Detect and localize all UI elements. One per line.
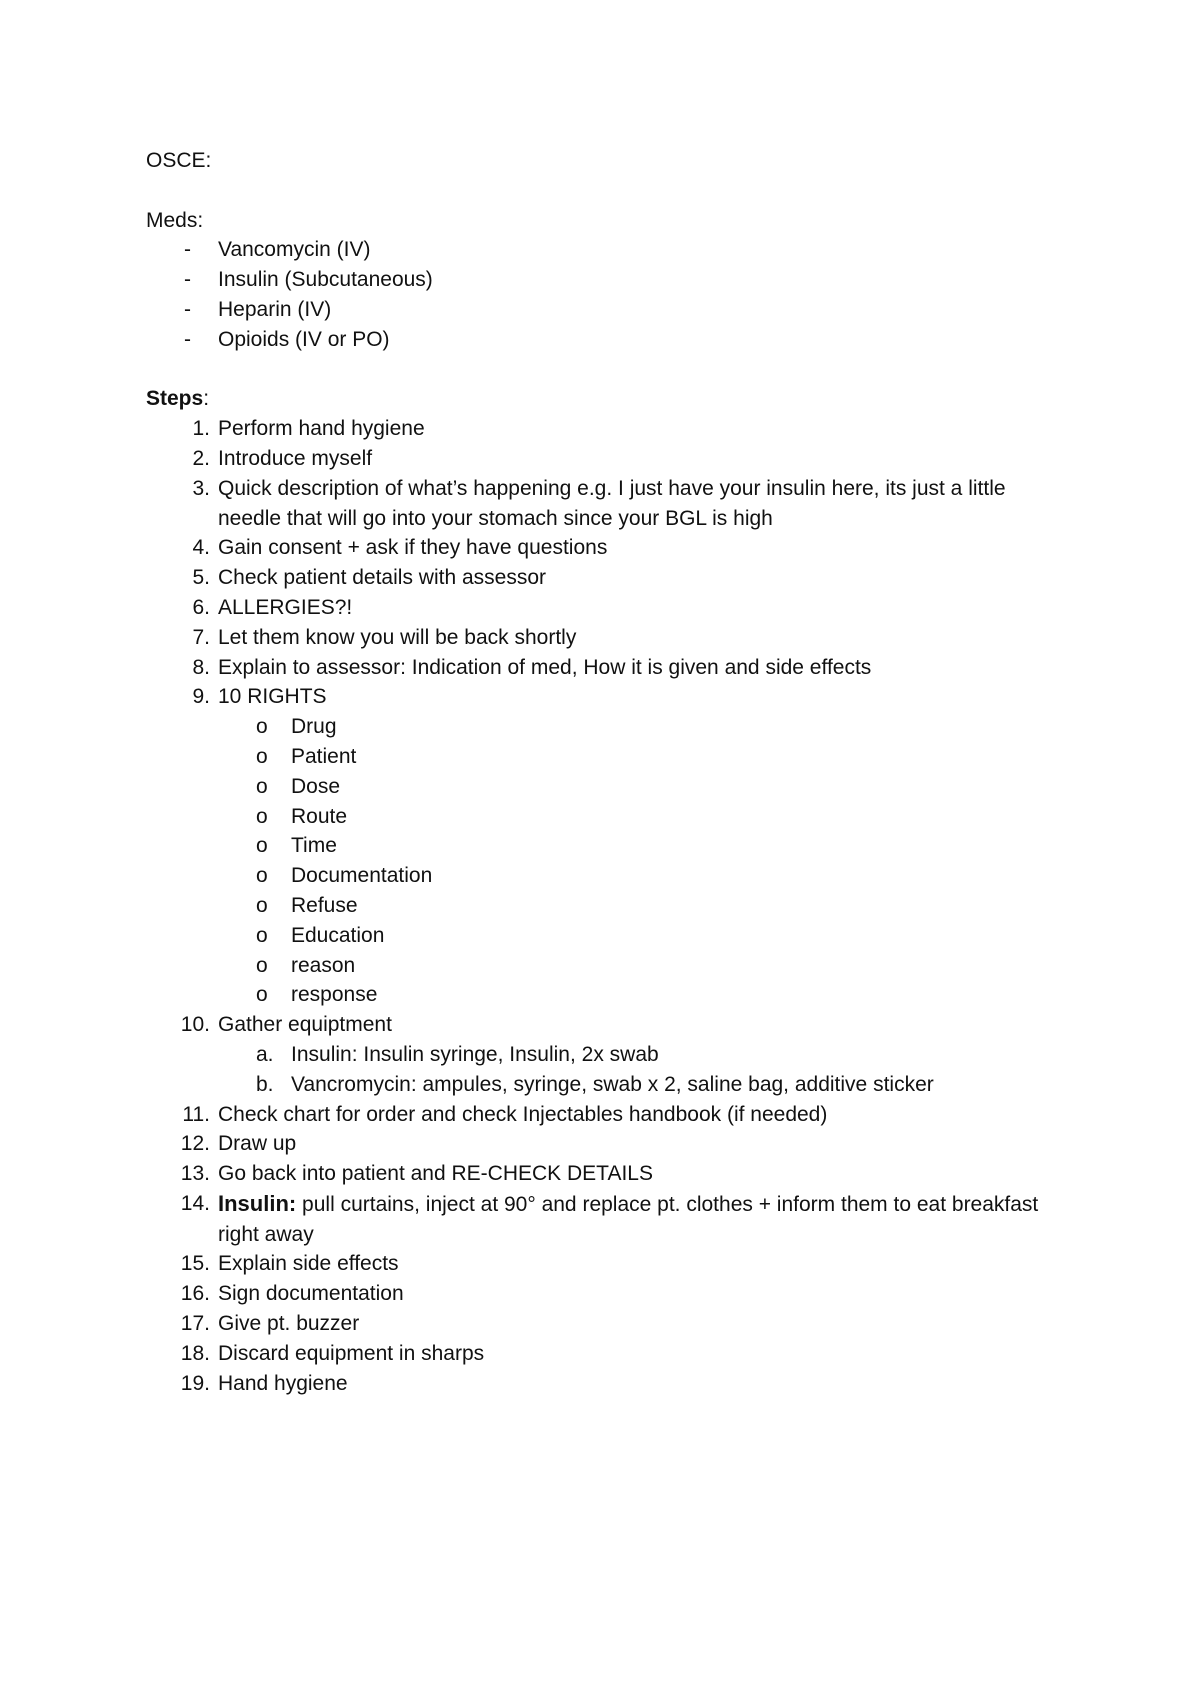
med-name: Vancomycin (IV) [218,238,371,262]
dash-bullet: - [184,297,191,321]
right-item [146,861,1086,891]
step-number: 6. [192,595,210,619]
step-text: Discard equipment in sharps [218,1341,485,1365]
step-text: Perform hand hygiene [218,417,425,441]
step-item [146,1129,1086,1159]
rights-sublist [146,712,1086,1010]
step-item [146,593,1086,623]
step-number: 14. [180,1191,210,1215]
right-text: Education [291,923,385,947]
step-number: 4. [192,536,210,560]
equipment-item [146,1040,1086,1070]
steps-list [146,414,1086,1398]
step-number: 17. [180,1312,210,1336]
step-item [146,1249,1086,1279]
right-text: Documentation [291,864,433,888]
right-item [146,742,1086,772]
step-text: Sign documentation [218,1282,404,1306]
right-item [146,921,1086,951]
step-item [146,414,1086,444]
step-number: 1. [192,417,210,441]
step-number: 10. [180,1013,210,1037]
step-number: 18. [180,1341,210,1365]
step-text: Go back into patient and RE-CHECK DETAILS [218,1162,653,1186]
step-text: Let them know you will be back shortly [218,625,577,649]
circle-bullet: o [256,983,268,1007]
step-text [218,1189,1058,1250]
step-item [146,1100,1086,1130]
med-name: Opioids (IV or PO) [218,327,390,351]
step-number: 19. [180,1371,210,1395]
circle-bullet: o [256,953,268,977]
right-text: Drug [291,715,337,739]
circle-bullet: o [256,834,268,858]
spacer [146,176,1086,206]
step-item [146,533,1086,563]
step-text: Explain side effects [218,1252,399,1276]
step-item [146,1369,1086,1399]
step-number: 16. [180,1282,210,1306]
insulin-bold-label: Insulin: [218,1190,297,1216]
circle-bullet: o [256,744,268,768]
step-item [146,653,1086,683]
circle-bullet: o [256,774,268,798]
step-number: 15. [180,1252,210,1276]
equipment-item [146,1070,1086,1100]
right-text: Patient [291,744,357,768]
step-text: Check patient details with assessor [218,566,546,590]
right-text: Time [291,834,337,858]
step-item [146,444,1086,474]
right-item [146,980,1086,1010]
right-text: reason [291,953,356,977]
circle-bullet: o [256,804,268,828]
step-item [146,1010,1086,1040]
circle-bullet: o [256,864,268,888]
step-text: Check chart for order and check Injectables handbook (if needed) [218,1102,828,1126]
step-item [146,1279,1086,1309]
step-text: Gather equiptment [218,1013,392,1037]
meds-list-item [146,265,1086,295]
step-number: 7. [192,625,210,649]
right-text: response [291,983,378,1007]
step-item [146,563,1086,593]
right-item [146,891,1086,921]
dash-bullet: - [184,238,191,262]
step-text: Give pt. buzzer [218,1312,360,1336]
right-text: Refuse [291,893,358,917]
med-name: Heparin (IV) [218,297,332,321]
right-item [146,772,1086,802]
equipment-text: Insulin: Insulin syringe, Insulin, 2x swab [291,1042,659,1066]
meds-heading: Meds: [146,208,204,232]
meds-list-item [146,235,1086,265]
right-item [146,951,1086,981]
right-item [146,712,1086,742]
equipment-text: Vancromycin: ampules, syringe, swab x 2, saline bag, additive sticker [291,1072,934,1096]
med-name: Insulin (Subcutaneous) [218,268,433,292]
circle-bullet: o [256,923,268,947]
right-item [146,802,1086,832]
step-text: Draw up [218,1132,297,1156]
meds-list [146,235,1086,354]
step-item [146,682,1086,712]
meds-list-item [146,295,1086,325]
step-text: Quick description of what’s happening e.g. I just have your insulin here, its just a little needle that will go into your stomach since your BGL is high [218,476,1006,530]
right-text: Dose [291,774,341,798]
equipment-sublist [146,1040,1086,1100]
steps-heading-label: Steps [146,387,204,411]
step-item [146,623,1086,653]
steps-heading-colon: : [203,387,210,411]
step-text: Hand hygiene [218,1371,348,1395]
dash-bullet: - [184,327,191,351]
step-text: 10 RIGHTS [218,685,327,709]
spacer [146,355,1086,385]
step-number: 11. [182,1102,210,1126]
step-item [146,1159,1086,1189]
step-text: Introduce myself [218,446,373,470]
step-item [146,474,1086,534]
right-text: Route [291,804,348,828]
document-title: OSCE: [146,149,212,172]
right-item [146,831,1086,861]
meds-list-item [146,325,1086,355]
step-item [146,1339,1086,1369]
document-content [146,146,1086,1398]
step-number: 8. [192,655,210,679]
dash-bullet: - [184,268,191,292]
step-number: 12. [180,1132,210,1156]
steps-heading [146,384,1086,414]
letter-marker: a. [256,1042,274,1066]
step-number: 3. [192,476,210,500]
step-text: ALLERGIES?! [218,595,353,619]
step-number: 5. [192,566,210,590]
insulin-step-text: pull curtains, inject at 90° and replace pt. clothes + inform them to eat breakfast right away [218,1192,1039,1246]
circle-bullet: o [256,715,268,739]
step-number: 13. [180,1162,210,1186]
step-item [146,1189,1086,1250]
circle-bullet: o [256,893,268,917]
step-text: Explain to assessor: Indication of med, How it is given and side effects [218,655,872,679]
step-item [146,1309,1086,1339]
step-number: 9. [192,685,210,709]
step-text: Gain consent + ask if they have questions [218,536,608,560]
letter-marker: b. [256,1072,274,1096]
step-number: 2. [192,446,210,470]
